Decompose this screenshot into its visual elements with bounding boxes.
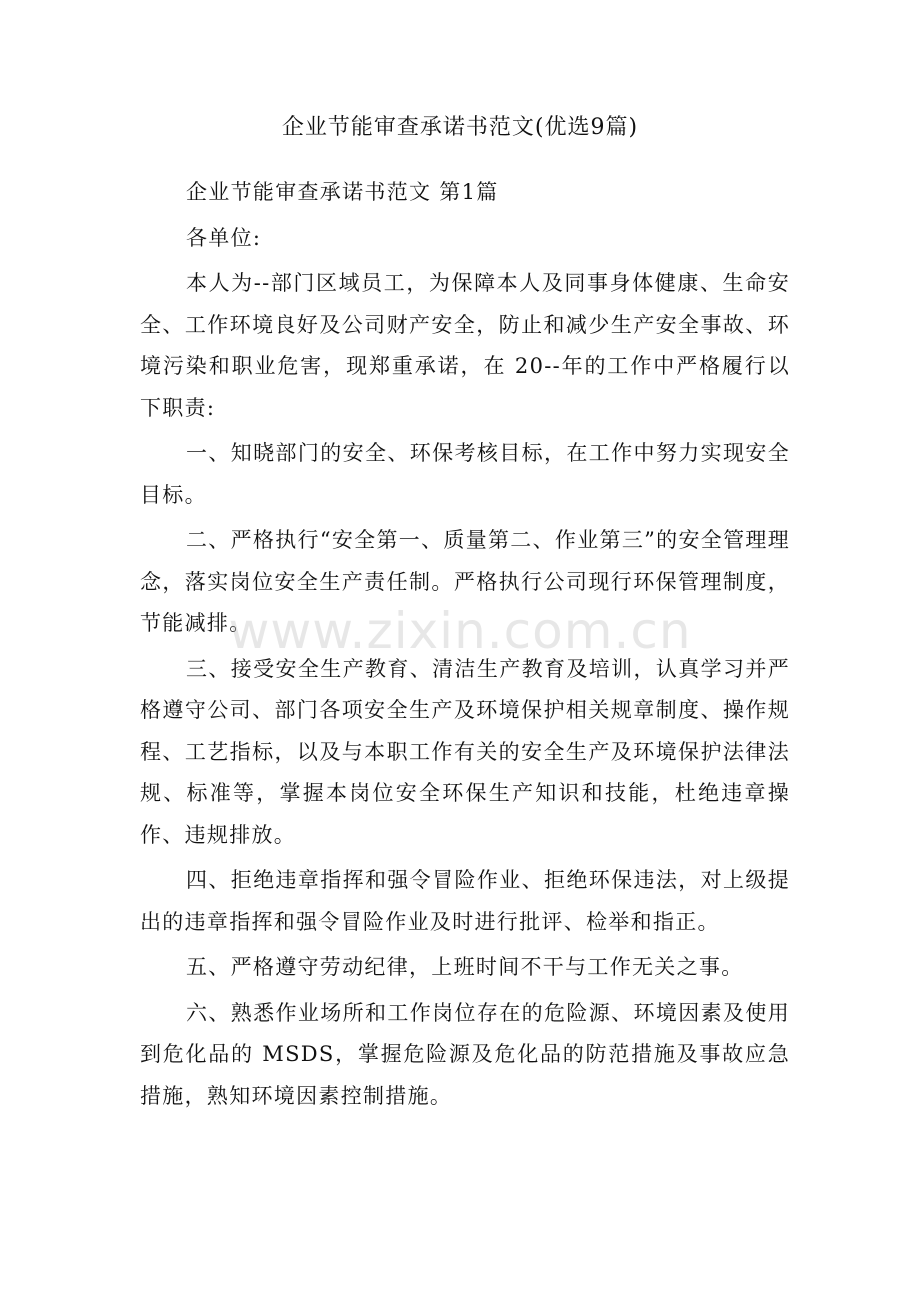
paragraph-item-5: 五、严格遵守劳动纪律，上班时间不干与工作无关之事。 <box>186 955 744 979</box>
paragraph-item-2: 二、严格执行“安全第一、质量第二、作业第三”的安全管理理念，落实岗位安全生产责任制。严格执行公司现行环保管理制度，节能减排。 <box>140 528 790 635</box>
site-watermark: www.zixin.com.cn <box>228 602 692 660</box>
paragraph-intro: 本人为--部门区域员工，为保障本人及同事身体健康、生命安全、工作环境良好及公司财产安全，防止和减少生产安全事故、环境污染和职业危害，现郑重承诺，在 20--年的工作中严格履行以下职责: <box>140 271 790 420</box>
document-title: 企业节能审查承诺书范文(优选9篇) <box>281 115 639 140</box>
paragraph-item-3: 三、接受安全生产教育、清洁生产教育及培训，认真学习并严格遵守公司、部门各项安全生产及环境保护相关规章制度、操作规程、工艺指标，以及与本职工作有关的安全生产及环境保护法律法规、标准等，掌握本岗位安全环保生产知识和技能，杜绝违章操作、违规排放。 <box>140 656 790 847</box>
salutation: 各单位: <box>186 225 262 250</box>
document-body <box>140 172 790 1121</box>
paragraph-item-1: 一、知晓部门的安全、环保考核目标，在工作中努力实现安全目标。 <box>140 441 790 507</box>
section-heading: 企业节能审查承诺书范文 第1篇 <box>186 180 499 204</box>
paragraph-item-6: 六、熟悉作业场所和工作岗位存在的危险源、环境因素及使用到危化品的 MSDS，掌握危险源及危化品的防范措施及事故应急措施，熟知环境因素控制措施。 <box>140 1000 790 1108</box>
paragraph-item-4: 四、拒绝违章指挥和强令冒险作业、拒绝环保违法，对上级提出的违章指挥和强令冒险作业及时进行批评、检举和指正。 <box>140 868 790 934</box>
